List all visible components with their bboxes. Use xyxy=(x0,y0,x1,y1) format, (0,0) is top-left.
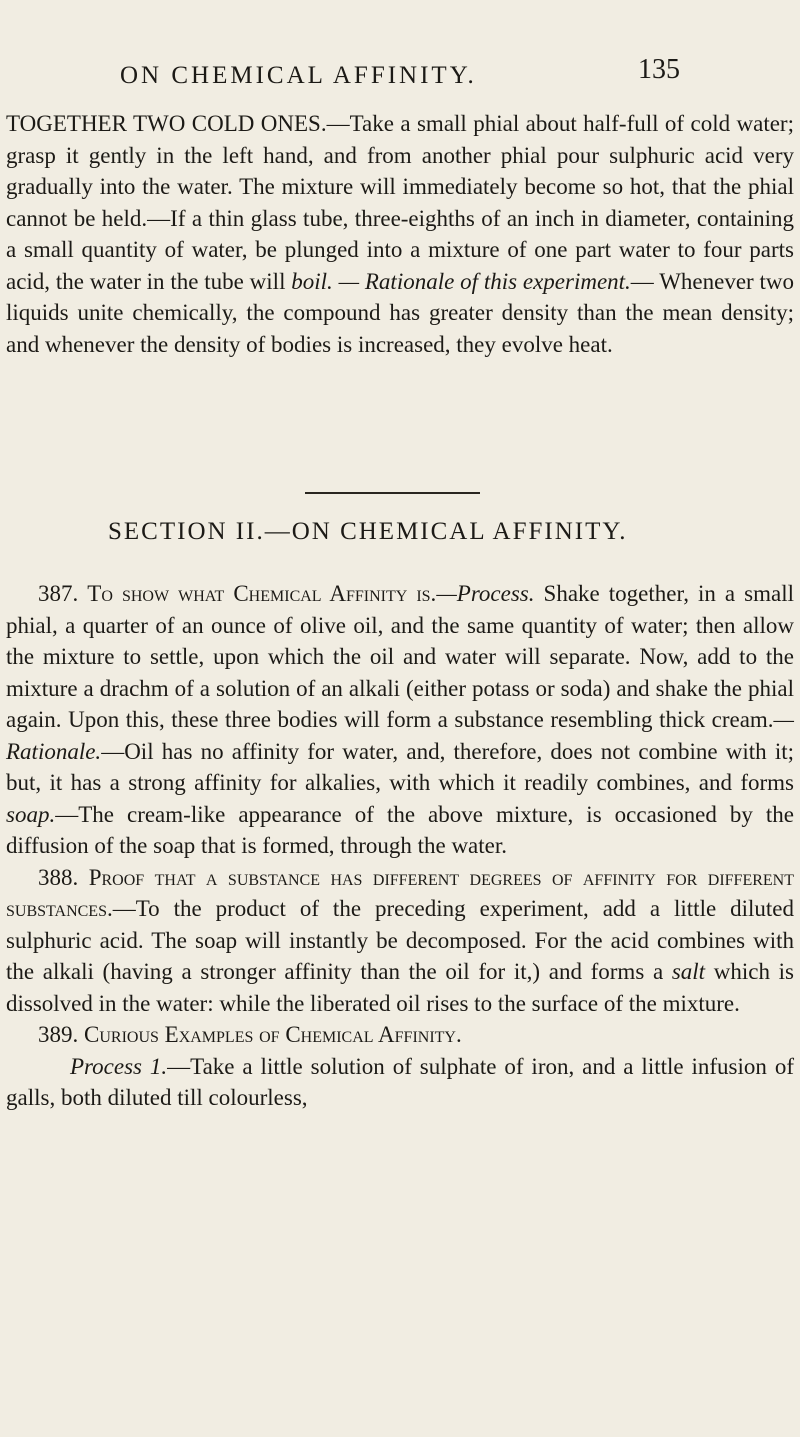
running-title: ON CHEMICAL AFFINITY. xyxy=(120,62,477,89)
paragraph-389-process xyxy=(6,1051,794,1114)
paragraph-text: —Take a small phial about half-full of cold water; grasp it gently in the left hand, and from another phial pour sulphuric acid very gradually into the water. The mixture will immediately become so hot, that the phial cannot be held.—If a thin glass tube, three-eighths of an inch in diameter, containing a small quantity of water, be plunged into a mixture of one part water to four parts acid, the water in the tube will xyxy=(6,111,794,294)
emphasis-soap: soap. xyxy=(6,801,56,827)
paragraph-cold-ones xyxy=(6,108,794,360)
rationale-label: —Rationale. xyxy=(6,707,794,764)
paragraph-number: 389. xyxy=(38,1022,79,1047)
emphasis-salt: salt xyxy=(671,959,706,984)
paragraph-number: 387. xyxy=(38,581,79,606)
paragraph-text: —To the product of the preceding experiment, add a little diluted sulphuric acid. The soap will instantly be decomposed. For the acid combines with the alkali (having a stronger affinity than the oil for it,) and forms a xyxy=(6,896,794,984)
body-text xyxy=(6,578,794,1114)
paragraph-heading: Proof that a substance has different degrees of affinity for different substances. xyxy=(6,864,795,921)
paragraph-text: —Oil has no affinity for water, and, therefore, does not combine with it; but, it has a strong affinity for alkalies, with which it readily combines, and forms xyxy=(6,738,794,795)
page-number: 135 xyxy=(638,54,680,85)
paragraph-388 xyxy=(6,862,794,1020)
emphasis-boil: boil. xyxy=(291,268,333,294)
paragraph-text: — Whenever two liquids unite chemically, the compound has greater density than the mean density; and whenever the density of bodies is increased, they evolve heat. xyxy=(6,268,794,357)
paragraph-heading: To show what Chemical Affinity is. xyxy=(87,581,437,606)
paragraph-heading: Curious Examples of Chemical Affinity. xyxy=(84,1022,462,1047)
paragraph-lead: TOGETHER TWO COLD ONES. xyxy=(6,111,327,136)
paragraph-389 xyxy=(6,1019,794,1051)
paragraph-text: Shake together, in a small phial, a quarter of an ounce of olive oil, and the same quantity of water; then allow the mixture to settle, upon which the oil and water will separate. Now, add to the mixture a drachm of a solution of an alkali (either potass or soda) and shake the phial again. Upon this, these three bodies will form a substance resembling thick cream. xyxy=(6,581,795,732)
paragraph-text: which is dissolved in the water: while the liberated oil rises to the surface of the mixture. xyxy=(6,959,794,1016)
process-label: Process 1. xyxy=(70,1053,168,1079)
paragraph-text: —Take a little solution of sulphate of iron, and a little infusion of galls, both diluted till colourless, xyxy=(6,1053,794,1110)
section-heading: SECTION II.—ON CHEMICAL AFFINITY. xyxy=(108,518,628,545)
paragraph-text: —The cream-like appearance of the above mixture, is occasioned by the diffusion of the soap that is formed, through the water. xyxy=(6,801,794,858)
paragraph-387 xyxy=(6,578,794,862)
paragraph-number: 388. xyxy=(38,864,79,890)
process-label: —Process. xyxy=(436,581,535,606)
rationale-label: — Rationale of this experiment. xyxy=(332,268,631,294)
section-divider xyxy=(305,492,480,494)
running-header xyxy=(120,54,680,90)
